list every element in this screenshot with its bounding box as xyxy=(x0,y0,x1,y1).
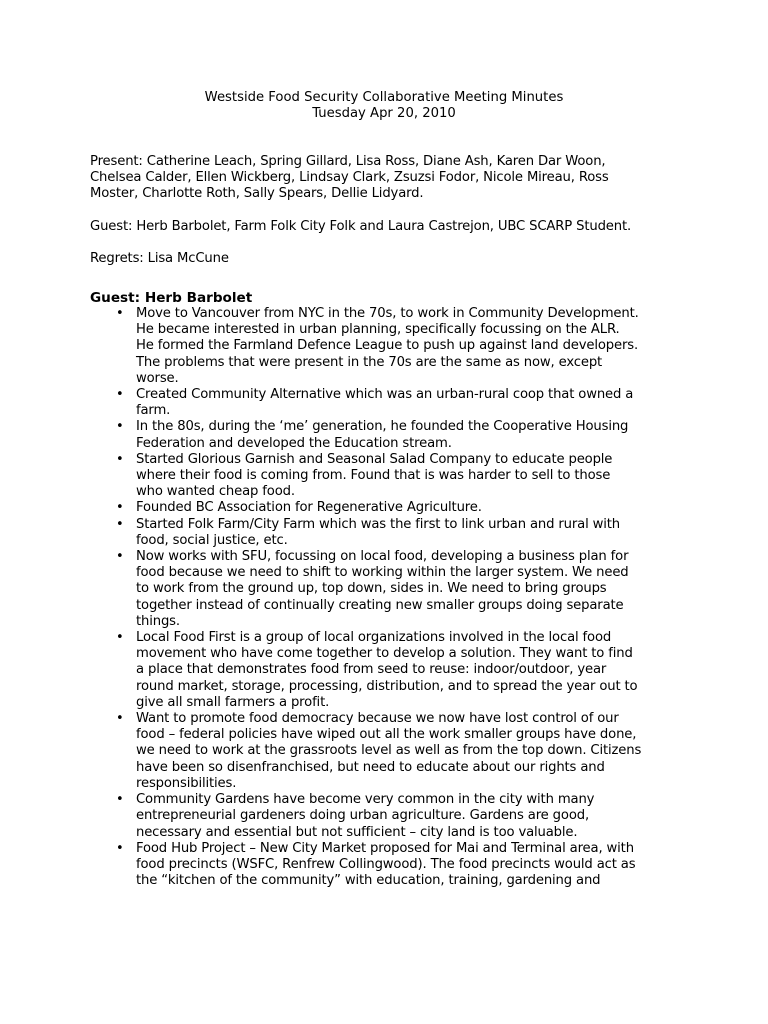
attendees-line: Chelsea Calder, Ellen Wickberg, Lindsay Clark, Zsuzsi Fodor, Nicole Mireau, Ross xyxy=(90,170,609,186)
list-item xyxy=(0,500,768,516)
bullet-line: Started Glorious Garnish and Seasonal Salad Company to educate people xyxy=(136,451,613,467)
bullet-line: together instead of continually creating new smaller groups doing separate xyxy=(136,597,624,613)
bullet-line: things. xyxy=(136,613,180,629)
list-item xyxy=(0,549,768,630)
bullet-line: In the 80s, during the ‘me’ generation, he founded the Cooperative Housing xyxy=(136,419,629,435)
bullet-line: Local Food First is a group of local organizations involved in the local food xyxy=(136,630,612,646)
bullet-line: entrepreneurial gardeners doing urban agriculture. Gardens are good, xyxy=(136,808,589,824)
bullet-icon: • xyxy=(116,451,124,467)
bullet-icon: • xyxy=(116,419,124,435)
bullet-line: food – federal policies have wiped out all the work smaller groups have done, xyxy=(136,727,637,743)
bullet-line: food because we need to shift to working within the larger system. We need xyxy=(136,565,629,581)
document-title: Westside Food Security Collaborative Meeting Minutes xyxy=(204,90,564,105)
list-item xyxy=(0,841,768,890)
bullet-text xyxy=(136,841,681,890)
bullet-text xyxy=(136,500,681,516)
bullet-line: farm. xyxy=(136,403,171,419)
list-item xyxy=(0,419,768,451)
bullet-line: necessary and essential but not sufficient – city land is too valuable. xyxy=(136,824,578,840)
bullet-line: food precincts (WSFC, Renfrew Collingwood). The food precincts would act as xyxy=(136,856,636,872)
bullet-line: Created Community Alternative which was an urban-rural coop that owned a xyxy=(136,387,634,403)
bullet-text xyxy=(136,792,681,841)
bullet-line: Move to Vancouver from NYC in the 70s, to work in Community Development. xyxy=(136,306,639,321)
bullet-text xyxy=(136,452,681,501)
bullet-line: give all small farmers a profit. xyxy=(136,694,330,710)
bullet-text xyxy=(136,306,681,387)
regrets-paragraph xyxy=(90,251,690,267)
bullet-line: responsibilities. xyxy=(136,775,237,791)
bullet-icon: • xyxy=(116,711,124,727)
list-item xyxy=(0,517,768,549)
bullet-line: The problems that were present in the 70s are the same as now, except xyxy=(136,354,603,370)
bullet-icon: • xyxy=(116,630,124,646)
bullet-text xyxy=(136,419,681,451)
attendees-paragraph xyxy=(90,154,690,203)
regrets-line: Regrets: Lisa McCune xyxy=(90,251,229,266)
bullet-icon: • xyxy=(116,840,124,856)
bullet-icon: • xyxy=(116,500,124,516)
bullet-line: Now works with SFU, focussing on local food, developing a business plan for xyxy=(136,549,629,565)
bullet-text xyxy=(136,517,681,549)
bullet-line: Started Folk Farm/City Farm which was the first to link urban and rural with xyxy=(136,516,621,532)
bullet-line: a place that demonstrates food from seed to reuse: indoor/outdoor, year xyxy=(136,662,607,678)
bullet-line: have been so disenfranchised, but need to educate about our rights and xyxy=(136,759,605,775)
list-item xyxy=(0,711,768,792)
bullet-line: round market, storage, processing, distribution, and to spread the year out to xyxy=(136,678,638,694)
document-header xyxy=(0,90,768,122)
bullet-line: movement who have come together to develop a solution. They want to find xyxy=(136,646,633,662)
list-item xyxy=(0,387,768,419)
bullet-line: we need to work at the grassroots level as well as from the top down. Citizens xyxy=(136,743,642,759)
bullet-line: food, social justice, etc. xyxy=(136,532,288,548)
meeting-date: Tuesday Apr 20, 2010 xyxy=(312,106,456,121)
bullet-line: Want to promote food democracy because we now have lost control of our xyxy=(136,711,619,727)
list-item xyxy=(0,452,768,501)
guests-line: Guest: Herb Barbolet, Farm Folk City Folk and Laura Castrejon, UBC SCARP Student. xyxy=(90,219,632,234)
bullet-line: He became interested in urban planning, specifically focussing on the ALR. xyxy=(136,322,620,338)
bullet-line: who wanted cheap food. xyxy=(136,484,295,500)
guests-paragraph xyxy=(90,219,690,235)
bullet-text xyxy=(136,630,681,711)
bullet-line: where their food is coming from. Found that is was harder to sell to those xyxy=(136,468,611,484)
bullet-line: Founded BC Association for Regenerative Agriculture. xyxy=(136,500,482,516)
list-item xyxy=(0,630,768,711)
bullet-line: to work from the ground up, top down, sides in. We need to bring groups xyxy=(136,581,607,597)
bullet-line: Federation and developed the Education stream. xyxy=(136,435,452,451)
bullet-line: He formed the Farmland Defence League to push up against land developers. xyxy=(136,338,639,354)
bullet-icon: • xyxy=(116,792,124,808)
bullet-line: Community Gardens have become very common in the city with many xyxy=(136,792,595,808)
attendees-line: Present: Catherine Leach, Spring Gillard, Lisa Ross, Diane Ash, Karen Dar Woon, xyxy=(90,154,606,169)
bullet-line: the “kitchen of the community” with education, training, gardening and xyxy=(136,873,601,889)
section-heading: Guest: Herb Barbolet xyxy=(90,290,253,306)
bullet-icon: • xyxy=(116,549,124,565)
bullet-list xyxy=(0,306,768,889)
bullet-text xyxy=(136,711,681,792)
bullet-icon: • xyxy=(116,387,124,403)
attendees-line: Moster, Charlotte Roth, Sally Spears, Dellie Lidyard. xyxy=(90,186,424,202)
bullet-text xyxy=(136,387,681,419)
list-item xyxy=(0,306,768,387)
bullet-icon: • xyxy=(116,516,124,532)
bullet-line: Food Hub Project – New City Market proposed for Mai and Terminal area, with xyxy=(136,840,634,856)
list-item xyxy=(0,792,768,841)
bullet-icon: • xyxy=(116,306,124,321)
bullet-text xyxy=(136,549,681,630)
bullet-line: worse. xyxy=(136,370,179,386)
